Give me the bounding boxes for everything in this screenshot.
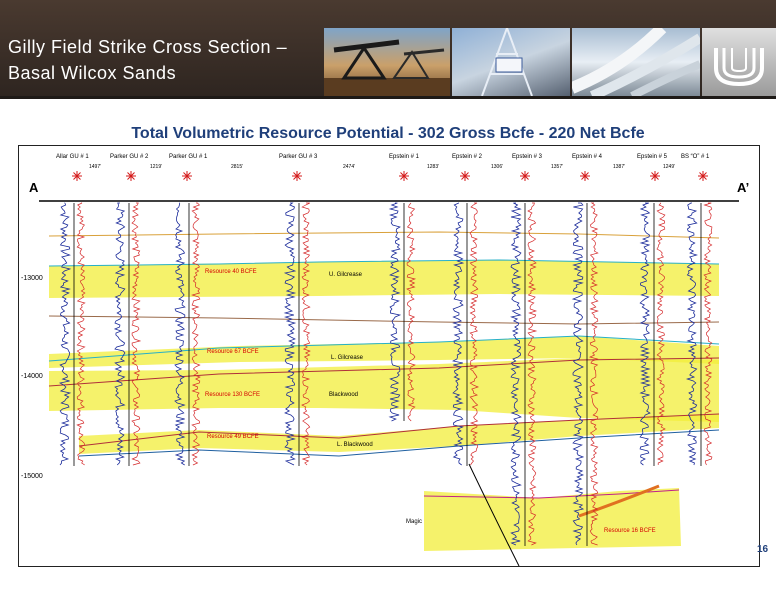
well-spacing-label: 2474’ (343, 164, 356, 170)
well-location-icon (580, 171, 590, 181)
header-banner (0, 0, 776, 96)
sand-zone-band (49, 260, 719, 298)
well-spacing-label: 1283’ (427, 164, 440, 170)
well-location-icon (126, 171, 136, 181)
gamma-ray-log (60, 203, 70, 465)
drilling-rig-photo (452, 28, 570, 96)
sand-zone-band (49, 358, 719, 422)
well-location-icon (650, 171, 660, 181)
resource-label-u-gilcrease: Resource 40 BCFE (205, 269, 257, 275)
well-spacing-label: 1497’ (89, 164, 102, 170)
header-divider (0, 96, 776, 99)
slide-title-line-1: Gilly Field Strike Cross Section – (8, 37, 288, 57)
well-location-icon (520, 171, 530, 181)
formation-top-line (49, 316, 719, 324)
well-spacing-label: 1357’ (551, 164, 564, 170)
gamma-ray-log (115, 203, 125, 465)
resistivity-log (192, 203, 200, 465)
depth-label: -13000 (21, 275, 43, 282)
well-spacing-label: 1219’ (150, 164, 163, 170)
company-logo (702, 28, 776, 96)
well-name-label: Allar GU # 1 (56, 154, 89, 160)
well-spacing-label: 1306’ (491, 164, 504, 170)
well-spacing-label: 1249’ (663, 164, 676, 170)
formation-top-line (49, 232, 719, 238)
well-location-icon (292, 171, 302, 181)
cross-section-canvas (19, 146, 759, 566)
slide-title-line-2: Basal Wilcox Sands (8, 63, 177, 83)
resistivity-log (77, 203, 85, 465)
zone-label-u-gilcrease: U. Gilcrease (329, 272, 363, 278)
well-location-symbols (72, 171, 708, 181)
resistivity-log (132, 203, 140, 465)
strike-cross-section (18, 145, 760, 567)
well-location-icon (182, 171, 192, 181)
company-logo-icon (702, 28, 776, 96)
zone-label-l-gilcrease: L. Gilcrease (331, 355, 364, 361)
resource-label-blackwood: Resource 130 BCFE (205, 392, 261, 398)
zone-label-blackwood: Blackwood (329, 392, 359, 398)
slide-subtitle: Total Volumetric Resource Potential - 302 Gross Bcfe - 220 Net Bcfe (131, 125, 645, 142)
well-spacing-label: 1387’ (613, 164, 626, 170)
well-name-label: Epstein # 5 (637, 154, 668, 160)
well-name-label: Epstein # 3 (512, 154, 543, 160)
well-spacing-label: 2815’ (231, 164, 244, 170)
well-location-icon (698, 171, 708, 181)
pumpjack-icon (324, 28, 450, 96)
resource-label-l-gilcrease: Resource 67 BCFE (207, 349, 259, 355)
zone-label-magic: Magic (406, 519, 423, 525)
well-name-label: Parker GU # 2 (110, 154, 149, 160)
pumpjack-photo (324, 28, 450, 96)
gamma-ray-log (285, 203, 295, 465)
section-start-label: A (29, 180, 39, 195)
well-name-label: Epstein # 4 (572, 154, 603, 160)
resistivity-log (302, 203, 310, 465)
well-name-label: Epstein # 2 (452, 154, 483, 160)
sand-zone-fills (49, 260, 719, 454)
resource-label-l-blackwood: Resource 49 BCFE (207, 434, 259, 440)
well-header-row (56, 154, 710, 170)
page-number: 16 (757, 544, 769, 555)
well-name-label: Epstein # 1 (389, 154, 420, 160)
zone-label-l-blackwood: L. Blackwood (337, 442, 373, 448)
well-location-icon (460, 171, 470, 181)
magic-zone (424, 464, 681, 566)
resource-label-magic: Resource 16 BCFE (604, 528, 656, 534)
slide-title (8, 34, 287, 86)
well-location-icon (72, 171, 82, 181)
gamma-ray-log (175, 203, 185, 465)
well-location-icon (399, 171, 409, 181)
well-name-label: Parker GU # 1 (169, 154, 208, 160)
depth-label: -15000 (21, 473, 43, 480)
sand-zone-band (79, 414, 719, 454)
well-name-label: Parker GU # 3 (279, 154, 318, 160)
drilling-rig-icon (452, 28, 570, 96)
depth-label: -14000 (21, 373, 43, 380)
well-name-label: BS “O” # 1 (681, 154, 710, 160)
pipeline-photo (572, 28, 700, 96)
pipeline-icon (572, 28, 700, 96)
section-end-label: A’ (737, 180, 750, 195)
